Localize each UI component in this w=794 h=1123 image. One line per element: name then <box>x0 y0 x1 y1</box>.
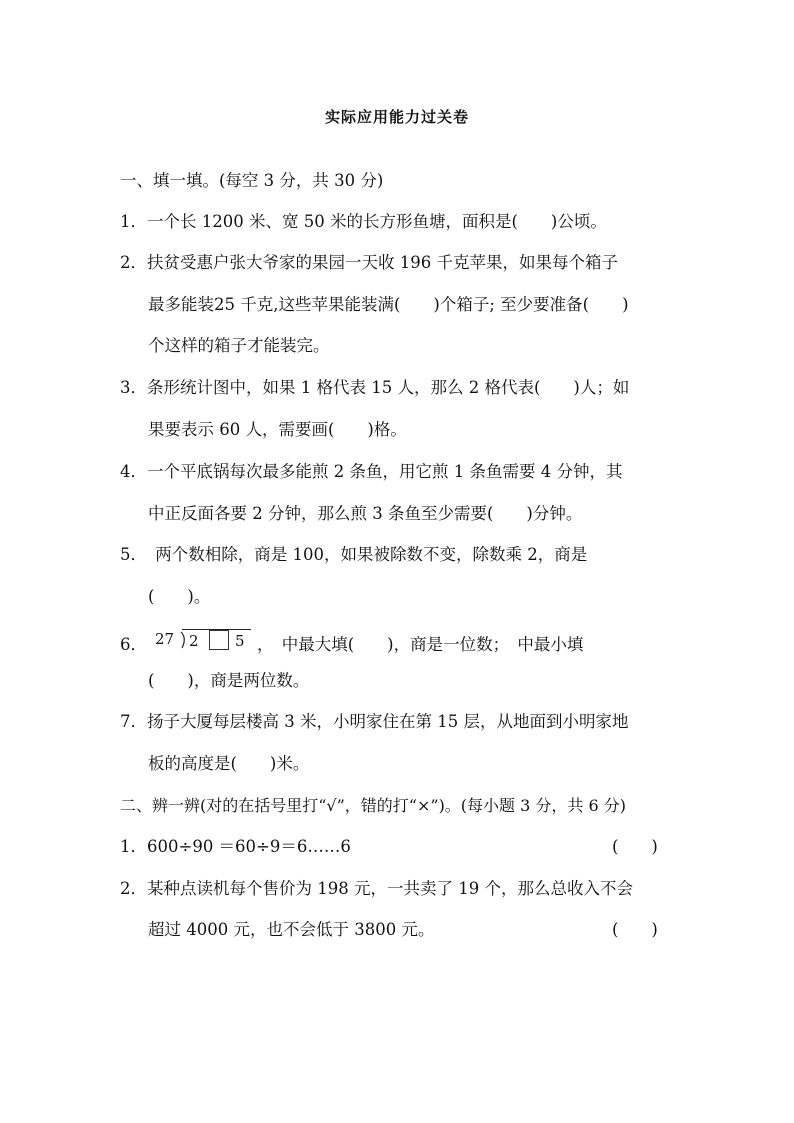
question-1-7-line2: 板的高度是( )米。 <box>148 754 310 773</box>
question-1-2-line3: 个这样的箱子才能装完。 <box>148 336 330 355</box>
dividend-digit-2: 5 <box>235 632 245 650</box>
question-2-2-line1: 2．某种点读机每个售价为 198 元，一共卖了 19 个，那么总收入不会 <box>120 879 633 898</box>
question-1-1: 1．一个长 1200 米、宽 50 米的长方形鱼塘，面积是( )公顷。 <box>120 212 607 231</box>
question-1-6-line1 <box>120 628 583 658</box>
question-2-2-line2: 超过 4000 元，也不会低于 3800 元。 <box>148 920 435 939</box>
question-1-5-line2: ( )。 <box>148 587 211 606</box>
question-1-5-line1: 5． 两个数相除，商是 100，如果被除数不变，除数乘 2，商是 <box>120 545 588 564</box>
question-1-2-line1: 2．扶贫受惠户张大爷家的果园一天收 196 千克苹果，如果每个箱子 <box>120 253 618 272</box>
question-1-3-line1: 3．条形统计图中，如果 1 格代表 15 人，那么 2 格代表( )人；如 <box>120 378 630 397</box>
question-1-2-line2: 最多能装25 千克,这些苹果能装满( )个箱子; 至少要准备( ) <box>148 295 629 314</box>
answer-paren-2-2[interactable]: ( ) <box>612 920 658 939</box>
question-1-4-line2: 中正反面各要 2 分钟，那么煎 3 条鱼至少需要( )分钟。 <box>148 504 583 523</box>
section1-heading: 一、填一填。(每空 3 分，共 30 分) <box>120 171 384 190</box>
page-title: 实际应用能力过关卷 <box>324 108 469 126</box>
question-1-7-line1: 7．扬子大厦每层楼高 3 米，小明家住在第 15 层，从地面到小明家地 <box>120 712 629 731</box>
question-1-4-line1: 4．一个平底锅每次最多能煎 2 条鱼，用它煎 1 条鱼需要 4 分钟，其 <box>120 462 623 481</box>
divisor: 27 <box>155 630 175 648</box>
blank-box[interactable] <box>209 630 229 650</box>
question-1-6-number: 6． <box>120 635 147 654</box>
question-1-6-text: ， 中最大填( )，商是一位数； 中最小填 <box>257 635 584 654</box>
section2-heading: 二、辨一辨(对的在括号里打“√”，错的打“×”)。(每小题 3 分，共 6 分) <box>120 796 626 815</box>
question-1-3-line2: 果要表示 60 人，需要画( )格。 <box>148 420 407 439</box>
question-2-1: 1．600÷90 ＝60÷9＝6……6 <box>120 837 351 856</box>
answer-paren-2-1[interactable]: ( ) <box>612 837 658 856</box>
dividend-digit-1: 2 <box>189 632 199 650</box>
long-division-figure <box>155 628 251 658</box>
question-1-6-line2: ( )，商是两位数。 <box>148 671 310 690</box>
